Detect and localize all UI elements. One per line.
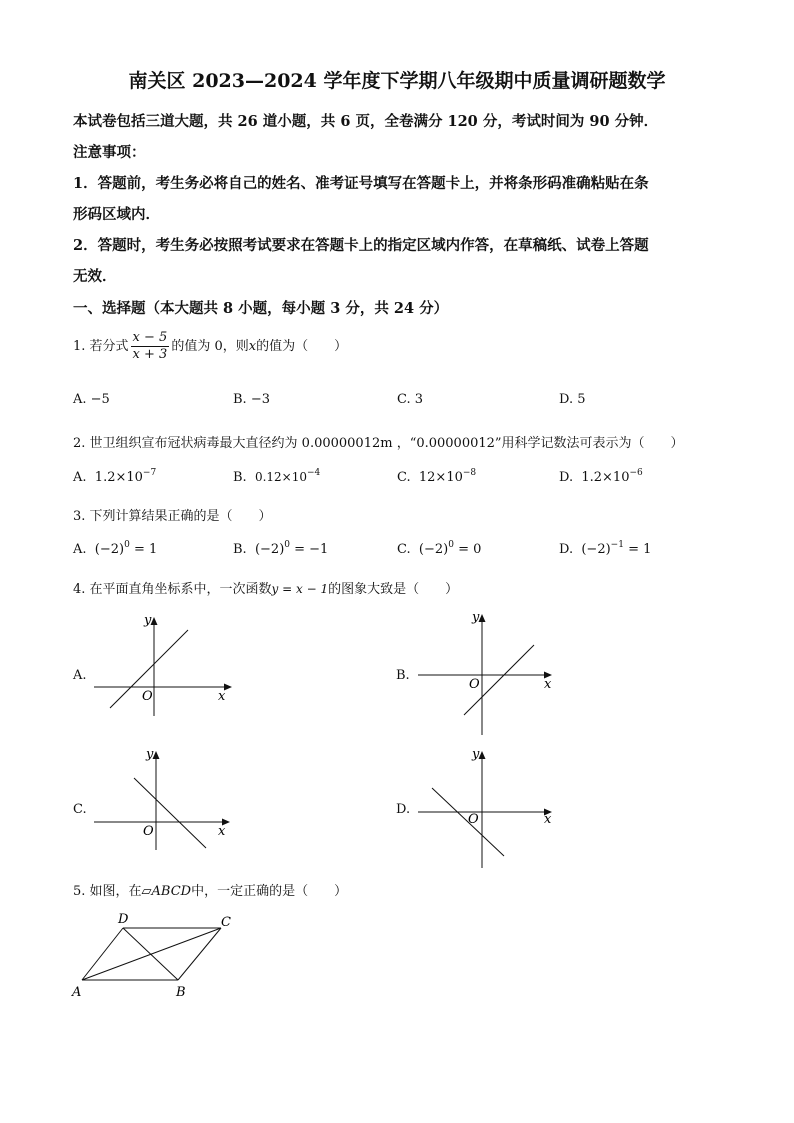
- q3-option-c[interactable]: [397, 542, 481, 557]
- q2-option-a[interactable]: [73, 470, 156, 485]
- y-axis-label: y: [472, 610, 480, 625]
- page-title: 南关区 2023—2024 学年度下学期八年级期中质量调研题数学: [128, 70, 666, 92]
- q2-option-d[interactable]: [559, 470, 643, 485]
- origin-label: O: [468, 812, 479, 827]
- question-2: 2. 世卫组织宣布冠状病毒最大直径约为 0.00000012m ，“0.00000012”用科学记数法可表示为（ ）: [73, 436, 684, 451]
- y-arrow-icon: [479, 751, 486, 759]
- q2-c-base: 12×10: [418, 470, 463, 485]
- q3-b-exp: 0: [284, 540, 290, 550]
- x-axis-label: x: [218, 824, 226, 839]
- q4-graph-b[interactable]: [412, 605, 562, 740]
- q4-graph-a[interactable]: [90, 608, 240, 718]
- q3-c-exp: 0: [448, 540, 454, 550]
- q4-stem-a: 4. 在平面直角坐标系中，一次函数: [73, 582, 272, 597]
- exam-info: 本试卷包括三道大题，共 26 道小题，共 6 页，全卷满分 120 分，考试时间为 90 分钟．: [73, 113, 659, 130]
- q5-stem-a: 5. 如图，在: [73, 884, 142, 899]
- q2-d-base: 1.2×10: [581, 470, 630, 485]
- y-axis-label: y: [472, 747, 480, 762]
- origin-label: O: [143, 824, 154, 839]
- q3-d-exp: −1: [610, 540, 624, 550]
- q2-d-exp: −6: [629, 468, 643, 478]
- q1-numerator: x − 5: [132, 330, 168, 345]
- q1-prefix: 1. 若分式: [73, 339, 129, 354]
- note-2-line-2: 无效．: [73, 268, 117, 285]
- question-3: 3. 下列计算结果正确的是（ ）: [73, 509, 272, 524]
- q1-suffix: 的值为（ ）: [256, 339, 348, 354]
- q3-c-rhs: = 0: [453, 542, 482, 557]
- q5-parallelogram-name: ▱ABCD: [141, 884, 192, 899]
- vertex-a-label: A: [72, 985, 82, 1000]
- notes-title: 注意事项：: [73, 144, 146, 161]
- q4-option-b-label[interactable]: B.: [396, 668, 410, 683]
- q1-option-d[interactable]: D. 5: [559, 392, 586, 407]
- q2-a-base: 1.2×10: [94, 470, 143, 485]
- q3-b-base: (−2): [254, 542, 285, 557]
- q1-mid: 的值为 0，则: [171, 339, 249, 354]
- y-axis-label: y: [144, 613, 152, 628]
- q2-a-label: A.: [73, 470, 87, 485]
- q4-graph-c[interactable]: [90, 742, 240, 852]
- q2-d-label: D.: [559, 470, 574, 485]
- q2-b-label: B.: [233, 470, 247, 485]
- q3-b-rhs: = −1: [290, 542, 329, 557]
- diagonal-bd: [123, 928, 178, 980]
- q3-option-b[interactable]: [233, 542, 328, 557]
- q4-stem-b: 的图象大致是（ ）: [328, 582, 459, 597]
- q1-denominator: x + 3: [132, 347, 168, 362]
- origin-label: O: [469, 677, 480, 692]
- question-1: [73, 330, 347, 363]
- q4-option-d-label[interactable]: D.: [396, 802, 411, 817]
- q3-d-rhs: = 1: [623, 542, 652, 557]
- q2-a-exp: −7: [142, 468, 157, 478]
- section-1-heading: 一、选择题（本大题共 8 小题，每小题 3 分，共 24 分）: [73, 300, 449, 317]
- q3-b-label: B.: [233, 542, 247, 557]
- vertex-d-label: D: [118, 912, 129, 927]
- q3-a-base: (−2): [94, 542, 125, 557]
- q3-d-label: D.: [559, 542, 574, 557]
- q1-option-b[interactable]: B. −3: [233, 392, 270, 407]
- y-arrow-icon: [151, 617, 158, 625]
- vertex-c-label: C: [221, 915, 231, 930]
- note-1-line-2: 形码区域内．: [73, 206, 160, 223]
- q4-function: y = x − 1: [271, 582, 329, 596]
- q1-variable: x: [248, 339, 257, 354]
- q2-c-exp: −8: [462, 468, 477, 478]
- x-axis-label: x: [544, 812, 552, 827]
- origin-label: O: [142, 689, 153, 704]
- q3-option-d[interactable]: [559, 542, 651, 557]
- q4-option-c-label[interactable]: C.: [73, 802, 87, 817]
- q2-option-c[interactable]: [397, 470, 476, 485]
- y-arrow-icon: [479, 614, 486, 622]
- y-arrow-icon: [153, 751, 160, 759]
- q2-option-b[interactable]: [233, 470, 320, 485]
- note-2-line-1: 2．答题时，考生务必按照考试要求在答题卡上的指定区域内作答，在草稿纸、试卷上答题: [73, 237, 649, 254]
- question-5: [73, 880, 347, 899]
- q1-option-c[interactable]: C. 3: [397, 392, 424, 407]
- q3-d-base: (−2): [581, 542, 611, 557]
- q3-c-base: (−2): [418, 542, 449, 557]
- q1-option-a[interactable]: A. −5: [73, 392, 110, 407]
- q5-stem-b: 中，一定正确的是（ ）: [191, 884, 348, 899]
- q2-b-exp: −4: [307, 468, 321, 478]
- q2-b-base: 0.12×10: [254, 470, 307, 484]
- q3-a-exp: 0: [124, 540, 130, 550]
- q1-fraction: [131, 330, 170, 363]
- q4-option-a-label[interactable]: A.: [73, 668, 87, 683]
- q4-graph-d[interactable]: [412, 742, 562, 872]
- q3-a-rhs: = 1: [129, 542, 158, 557]
- question-4: [73, 578, 458, 597]
- q3-option-a[interactable]: [73, 542, 157, 557]
- q2-c-label: C.: [397, 470, 411, 485]
- vertex-b-label: B: [176, 985, 186, 1000]
- x-axis-label: x: [544, 677, 552, 692]
- note-1-line-1: 1．答题前，考生务必将自己的姓名、准考证号填写在答题卡上，并将条形码准确粘贴在条: [73, 175, 649, 192]
- x-axis-label: x: [218, 689, 226, 704]
- q3-c-label: C.: [397, 542, 411, 557]
- q3-a-label: A.: [73, 542, 87, 557]
- y-axis-label: y: [146, 747, 154, 762]
- q5-parallelogram-figure: [68, 908, 243, 1003]
